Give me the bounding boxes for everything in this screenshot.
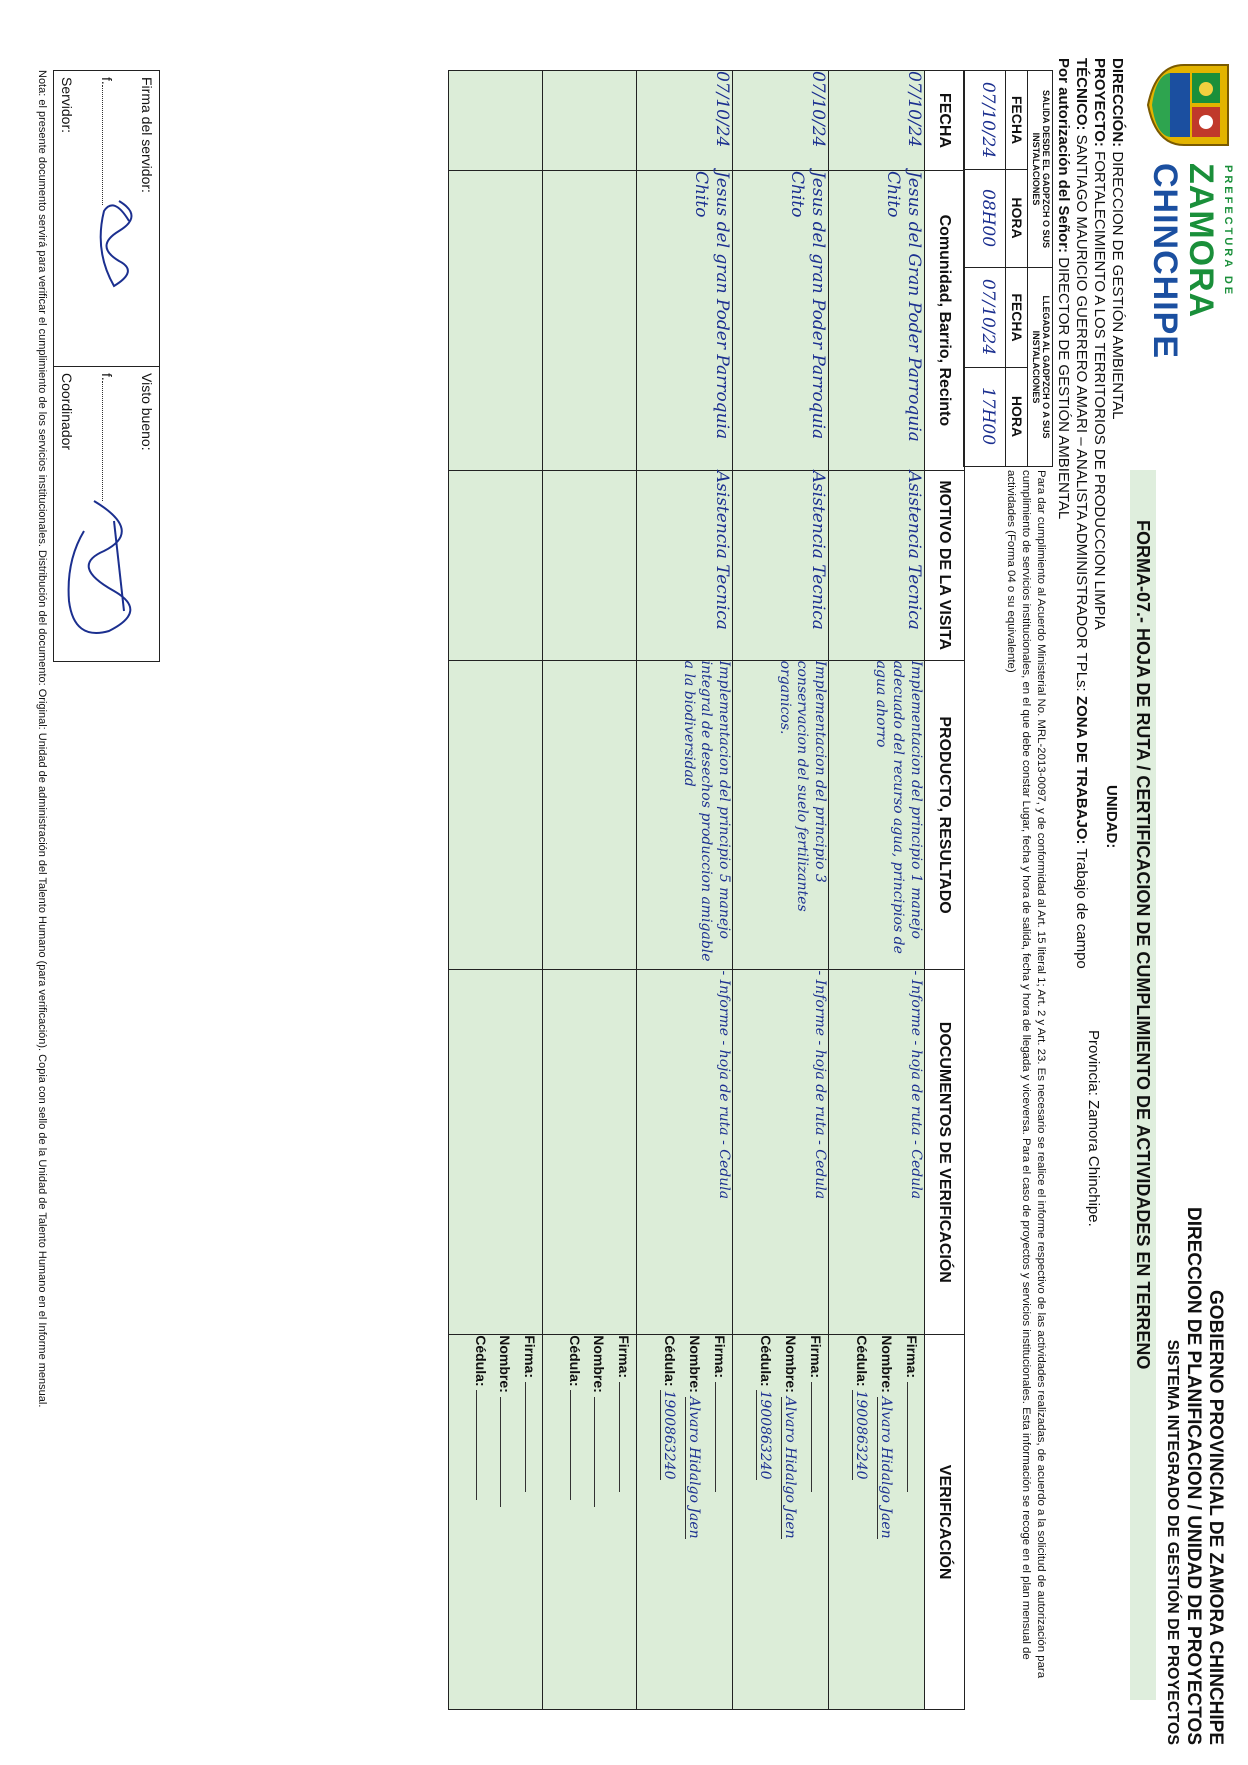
proyecto-label: PROYECTO: [1091,58,1108,147]
header-block [1162,1145,1226,1745]
autorizacion-label: Por autorización del Señor: [1055,58,1072,254]
footer-note: Nota: el presente documento servirá para verificar el cumplimiento de los servicios institucionales. Distribución del documento: Original: Unidad de administración del Talento Humano (para verificación). Copia con sello de la Unidad de Talento Humano en el Informe mensual. [36,70,48,1408]
cedula-value: 1900863240 [661,1390,677,1480]
visto-role: Coordinador [59,373,75,451]
col-producto: PRODUCTO, RESULTADO [925,660,965,970]
direccion-value: DIRECCION DE GESTIÓN AMBIENTAL [1109,151,1126,420]
tecnico-line [1073,58,1090,969]
nombre-label: Nombre: [783,1335,800,1393]
cedula-value: 1900863240 [853,1390,869,1480]
row-documentos: - Informe - hoja de ruta - Cedula [733,970,829,1335]
servidor-signature-icon [89,191,149,301]
row-comunidad: Jesus del gran Poder Parroquia Chito [637,170,733,470]
salida-hora-label: HORA [1009,197,1025,239]
row-verificacion [637,1335,733,1710]
col-verificacion: VERIFICACIÓN [925,1335,965,1710]
row-verificacion [733,1335,829,1710]
salida-fecha-label: FECHA [1009,95,1025,145]
table-row [733,71,829,1710]
logo-shield-icon [1146,55,1236,155]
row-fecha: 07/10/24 [637,71,733,171]
row-motivo: Asistencia Tecnica [829,470,925,660]
cedula-value: 1900863240 [757,1390,773,1480]
proyecto-value: FORTALECIMIENTO A LOS TERRITORIOS DE PRODUCCION LIMPIA [1091,151,1108,630]
row-producto: Implementacion del principio 5 manejo integral de desechos produccion amigable a la biodiversidad [637,660,733,970]
row-verificacion [543,1335,637,1710]
row-comunidad: Jesus del gran Poder Parroquia Chito [733,170,829,470]
provincia-value: Zamora Chinchipe. [1085,1100,1102,1227]
nombre-value: Alvaro Hidalgo Jaen [782,1396,799,1539]
col-comunidad: Comunidad, Barrio, Recinto [925,170,965,470]
unidad-label: UNIDAD: [1103,785,1120,849]
row-comunidad: Jesus del Gran Poder Parroquia Chito [829,170,925,470]
row-producto: Implementacion del principio 1 manejo adecuado del recurso agua, principios de agua ahorro [829,660,925,970]
signature-box [53,70,160,662]
salida-fecha: 07/10/24 [978,81,998,159]
salida-llegada-box [963,70,1053,467]
form-title: FORMA-07.- HOJA DE RUTA / CERTIFICACION DE CUMPLIMIENTO DE ACTIVIDADES EN TERRENO [1133,520,1153,1370]
row-motivo: Asistencia Tecnica [733,470,829,660]
row-verificacion [829,1335,925,1710]
org-name: GOBIERNO PROVINCIAL DE ZAMORA CHINCHIPE [1205,1290,1226,1745]
firma-label: Firma: [522,1335,538,1378]
nombre-label: Nombre: [497,1335,514,1393]
cedula-label: Cédula: [662,1335,678,1387]
nombre-value: Alvaro Hidalgo Jaen [878,1396,895,1539]
firma-label: Firma: [712,1335,728,1378]
servidor-role: Servidor: [59,77,75,134]
row-producto: Implementacion del principio 3 conservacion del suelo fertilizantes organicos. [733,660,829,970]
col-fecha: FECHA [925,71,965,171]
intro-paragraph: Para dar cumplimiento al Acuerdo Ministerial No. MRL-2013-0097, y de conformidad al Art. 15 literal 1; Art. 2 y Art. 23. Es necesario se realice el informe respectivo de las actividades realizadas, de acuerdo a la solicitud de autorización para cumplimiento de servicios institucionales, en el que debe constar Lugar, fecha y hora de salida, fecha y hora de llegada y viceversa. Para el caso de proyectos y servicios institucionales. Esta información se recoge en el plan mensual de actividades (Forma 04 o su equivalente) [1005,470,1047,1679]
zona-label: ZONA DE TRABAJO: [1073,695,1090,845]
direccion-label: DIRECCIÓN: [1109,58,1126,148]
salida-header: SALIDA DESDE EL GADPZCH O SUS INSTALACIONES [1031,89,1051,249]
llegada-fecha-label: FECHA [1009,293,1025,342]
cedula-label: Cédula: [854,1335,870,1387]
nombre-label: Nombre: [879,1335,896,1393]
table-row [637,71,733,1710]
row-motivo: Asistencia Tecnica [637,470,733,660]
cedula-label: Cédula: [758,1335,774,1387]
cedula-label: Cédula: [473,1335,489,1387]
table-row [449,71,543,1710]
firma-label: Firma: [904,1335,920,1378]
visto-f: f. [99,373,115,501]
coordinador-signature-icon [64,491,154,651]
logo-mid-text: ZAMORA [1182,163,1220,319]
system-name: SISTEMA INTEGRADO DE GESTIÓN DE PROYECTOS [1164,1339,1182,1745]
llegada-fecha: 07/10/24 [978,278,998,356]
autorizacion-line [1055,58,1072,519]
servidor-label: Firma del servidor: [139,77,155,193]
row-fecha: 07/10/24 [733,71,829,171]
llegada-hora: 17H00 [978,386,998,446]
row-verificacion [449,1335,543,1710]
direccion-line [1109,58,1126,419]
row-fecha: 07/10/24 [829,71,925,171]
nombre-label: Nombre: [687,1335,704,1393]
tecnico-label: TÉCNICO: [1073,58,1090,131]
cedula-label: Cédula: [567,1335,583,1387]
activity-table [448,70,965,1710]
visto-label: Visto bueno: [139,373,155,451]
table-row [543,71,637,1710]
row-documentos: - Informe - hoja de ruta - Cedula [829,970,925,1335]
table-row [829,71,925,1710]
servidor-f: f. [99,77,115,205]
firma-label: Firma: [808,1335,824,1378]
col-documentos: DOCUMENTOS DE VERIFICACIÓN [925,970,965,1335]
firma-label: Firma: [616,1335,632,1378]
proyecto-line [1091,58,1108,630]
nombre-value: Alvaro Hidalgo Jaen [686,1396,703,1539]
logo-bottom-text: CHINCHIPE [1146,163,1184,360]
provincia-line [1085,1030,1102,1227]
salida-hora: 08H00 [978,188,998,248]
llegada-header: LLEGADA AL GADPZCH O A SUS INSTALACIONES [1031,295,1051,439]
tecnico-value: SANTIAGO MAURICIO GUERRERO AMARI – ANALISTA ADMINISTRADOR TPLs: [1073,134,1090,692]
autorizacion-value: DIRECTOR DE GESTIÓN AMBIENTAL [1055,257,1072,520]
logo-top-text: PREFECTURA DE [1222,165,1234,298]
unidad-line [1103,785,1120,848]
dept-name: DIRECCION DE PLANIFICACION / UNIDAD DE PROYECTOS [1182,1206,1204,1745]
row-documentos: - Informe - hoja de ruta - Cedula [637,970,733,1335]
zona-value: Trabajo de campo [1073,848,1090,969]
provincia-label: Provincia: [1085,1030,1102,1096]
nombre-label: Nombre: [591,1335,608,1393]
col-motivo: MOTIVO DE LA VISITA [925,470,965,660]
logo [1146,55,1236,365]
llegada-hora-label: HORA [1009,395,1025,438]
